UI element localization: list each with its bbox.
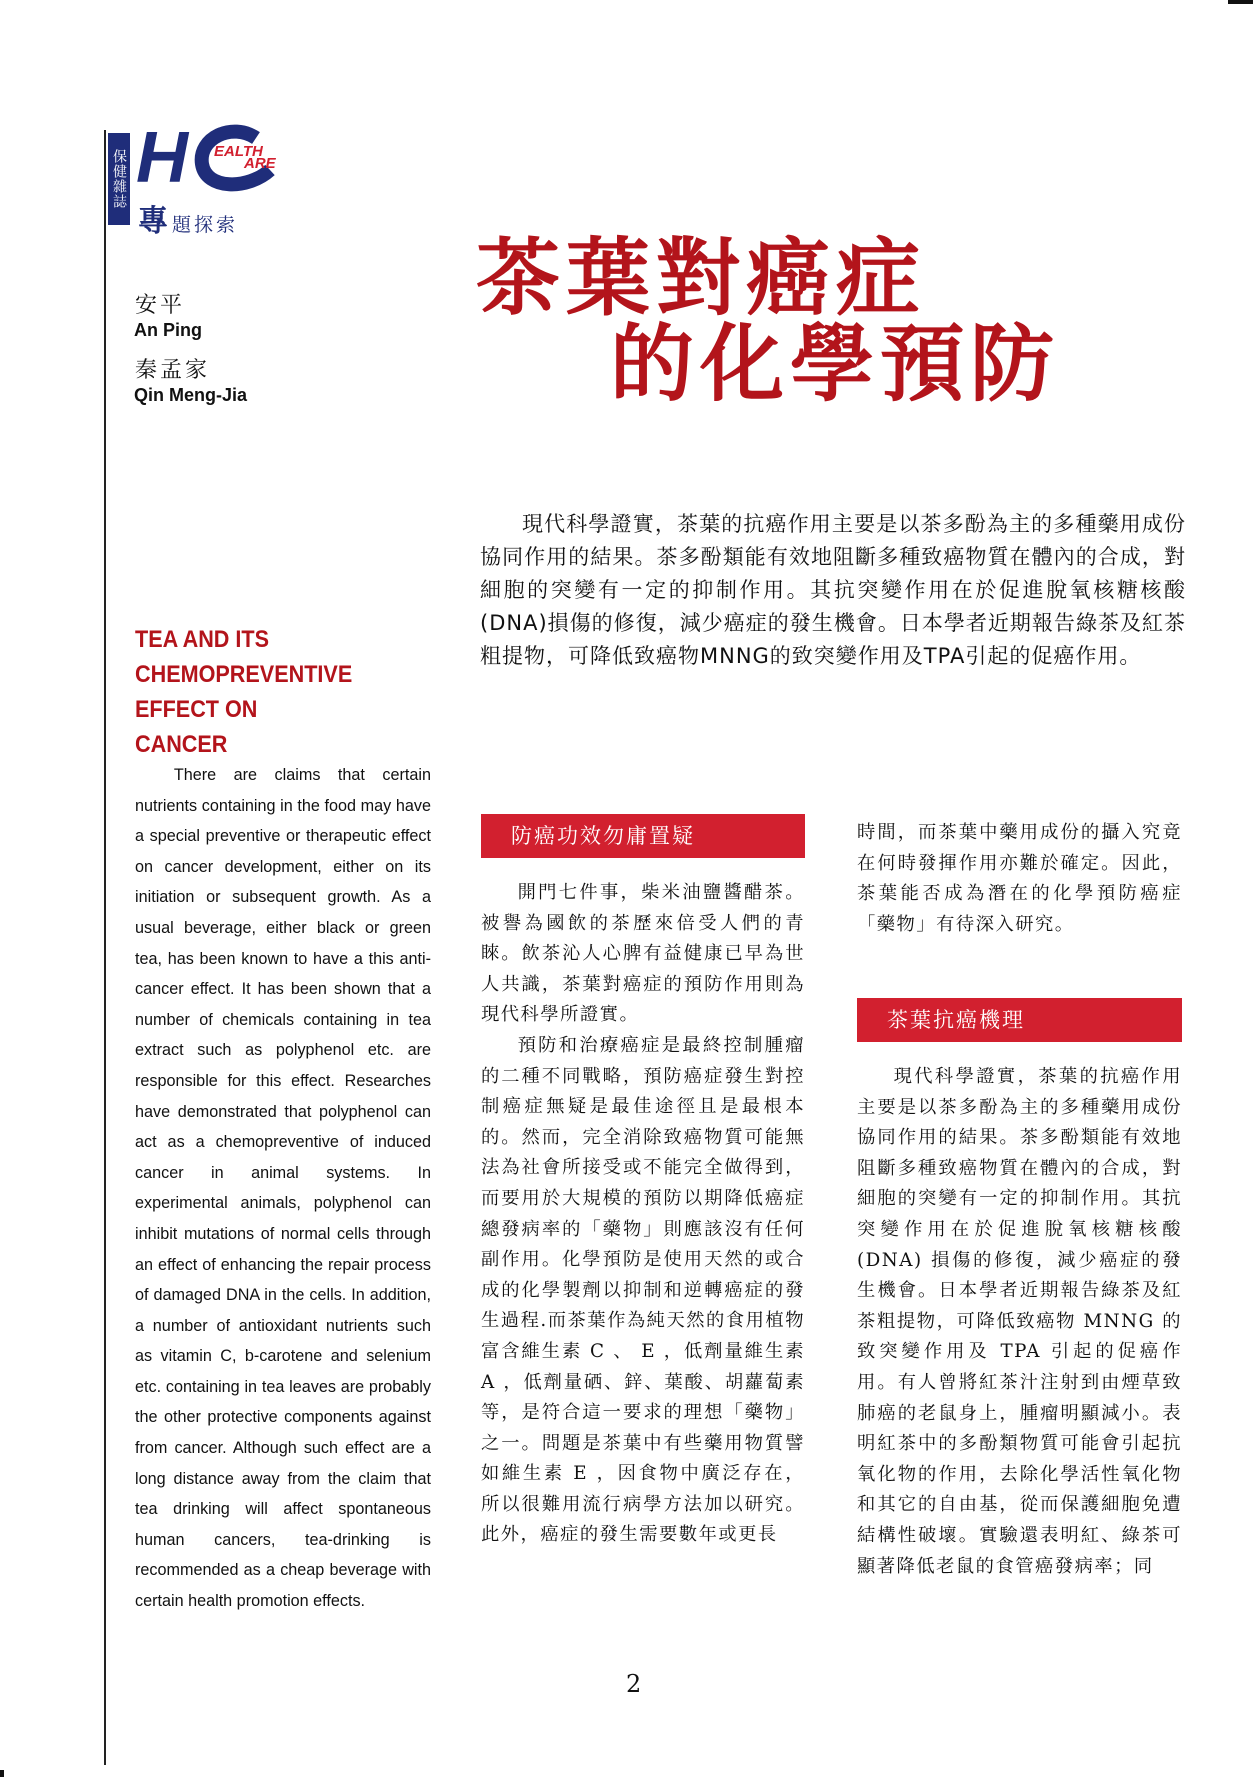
magazine-tab: 保健雜誌 [108,133,130,225]
logo-health-text: EALTH [214,143,263,160]
corner-mark [1228,0,1253,4]
paragraph: 現代科學證實，茶葉的抗癌作用主要是以茶多酚為主的多種藥用成份協同作用的結果。茶多酚類能有效地阻斷多種致癌物質在體內的合成，對細胞的突變有一定的抑制作用。其抗突變作用在於促進脫氧核糖核酸 (DNA) 損傷的修復，減少癌症的發生機會。日本學者近期報告綠茶及紅茶粗提物，可降低致癌物 MNNG 的致突變作用及 TPA 引起的促癌作用。有人曾將紅茶汁注射到由煙草致肺癌的老鼠身上，腫瘤明顯減小。表明紅茶中的多酚類物質可能會引起抗氧化物的作用，去除化學活性氧化物和其它的自由基，從而保護細胞免遭結構性破壞。實驗還表明紅、綠茶可顯著降低老鼠的食管癌發病率；同 [857,1066,1182,1577]
english-title-line: CHEMOPREVENTIVE [135,661,353,688]
author-zh: 秦孟家 [135,358,211,383]
column-2-top [857,818,1182,940]
section-label-small: 題探索 [172,214,239,236]
author-en: An Ping [134,320,202,340]
author-zh: 安平 [135,293,186,318]
intro-paragraph [480,508,1186,673]
healthcare-logo [136,120,296,200]
intro-text: 現代科學證實，茶葉的抗癌作用主要是以茶多酚為主的多種藥用成份協同作用的結果。茶多酚類能有效地阻斷多種致癌物質在體內的合成，對細胞的突變有一定的抑制作用。其抗突變作用在於促進脫氧核糖核酸(DNA)損傷的修復，減少癌症的發生機會。日本學者近期報告綠茶及紅茶粗提物，可降低致癌物MNNG的致突變作用及TPA引起的促癌作用。 [480,512,1186,668]
paragraph: 時間，而茶葉中藥用成份的攝入究竟在何時發揮作用亦難於確定。因此，茶葉能否成為潛在的化學預防癌症「藥物」有待深入研究。 [857,822,1182,935]
corner-mark [0,1770,4,1777]
paragraph: 開門七件事，柴米油鹽醬醋茶。被譽為國飲的茶歷來倍受人們的青睞。飲茶沁人心脾有益健康已早為世人共識，茶葉對癌症的預防作用則為現代科學所證實。 [481,882,805,1026]
page-number: 2 [626,1670,642,1698]
page-title-line2: 的化學預防 [610,315,1061,413]
logo-h: H [136,120,188,198]
logo-care-text: ARE [244,155,276,172]
left-rule [104,130,106,1765]
column-1 [481,878,805,1551]
column-2-bottom [857,1062,1182,1582]
english-title-line: EFFECT ON CANCER [135,696,258,758]
english-abstract [135,760,431,1617]
section-heading-mechanism: 茶葉抗癌機理 [857,998,1182,1042]
section-label-big: 專 [138,204,168,239]
page-title-line1: 茶葉對癌症 [476,229,927,327]
english-title [135,622,353,762]
section-heading-prevention: 防癌功效勿庸置疑 [481,814,805,858]
english-abstract-text: There are claims that certain nutrients containing in the food may have a special preventive or therapeutic effect on cancer development, either on its initiation or subsequent growth. As a usual beverage, either black or green tea, has been known to have a this anti-cancer effect. It has been shown that a number of chemicals containing in tea extract such as polyphenol etc. are responsible for this effect. Researches have demonstrated that polyphenol can act as a chemopreventive of induced cancer in animal systems. In experimental animals, polyphenol can inhibit mutations of normal cells through an effect of enhancing the repair process of damaged DNA in the cells. In addition, a number of antioxidant nutrients such as vitamin C, b-carotene and selenium etc. containing in tea leaves are probably the other protective components against from cancer. Although such effect are a long distance away from the claim that tea drinking will affect spontaneous human cancers, tea-drinking is recommended as a cheap beverage with certain health promotion effects. [135,766,431,1611]
author-en: Qin Meng-Jia [134,385,248,405]
english-title-line: TEA AND ITS [135,626,270,653]
section-label [138,196,238,240]
paragraph: 預防和治療癌症是最終控制腫瘤的二種不同戰略，預防癌症發生對控制癌症無疑是最佳途徑且是最根本的。然而，完全消除致癌物質可能無法為社會所接受或不能完全做得到，而要用於大規模的預防以期降低癌症總發病率的「藥物」則應該沒有任何副作用。化學預防是使用天然的或合成的化學製劑以抑制和逆轉癌症的發生過程.而茶葉作為純天然的食用植物富含維生素 C 、 E ，低劑量維生素 A ，低劑量硒、鋅、葉酸、胡蘿蔔素等，是符合這一要求的理想「藥物」之一。問題是茶葉中有些藥用物質譬如維生素 E ，因食物中廣泛存在，所以很難用流行病學方法加以研究。此外，癌症的發生需要數年或更長 [481,1034,805,1546]
